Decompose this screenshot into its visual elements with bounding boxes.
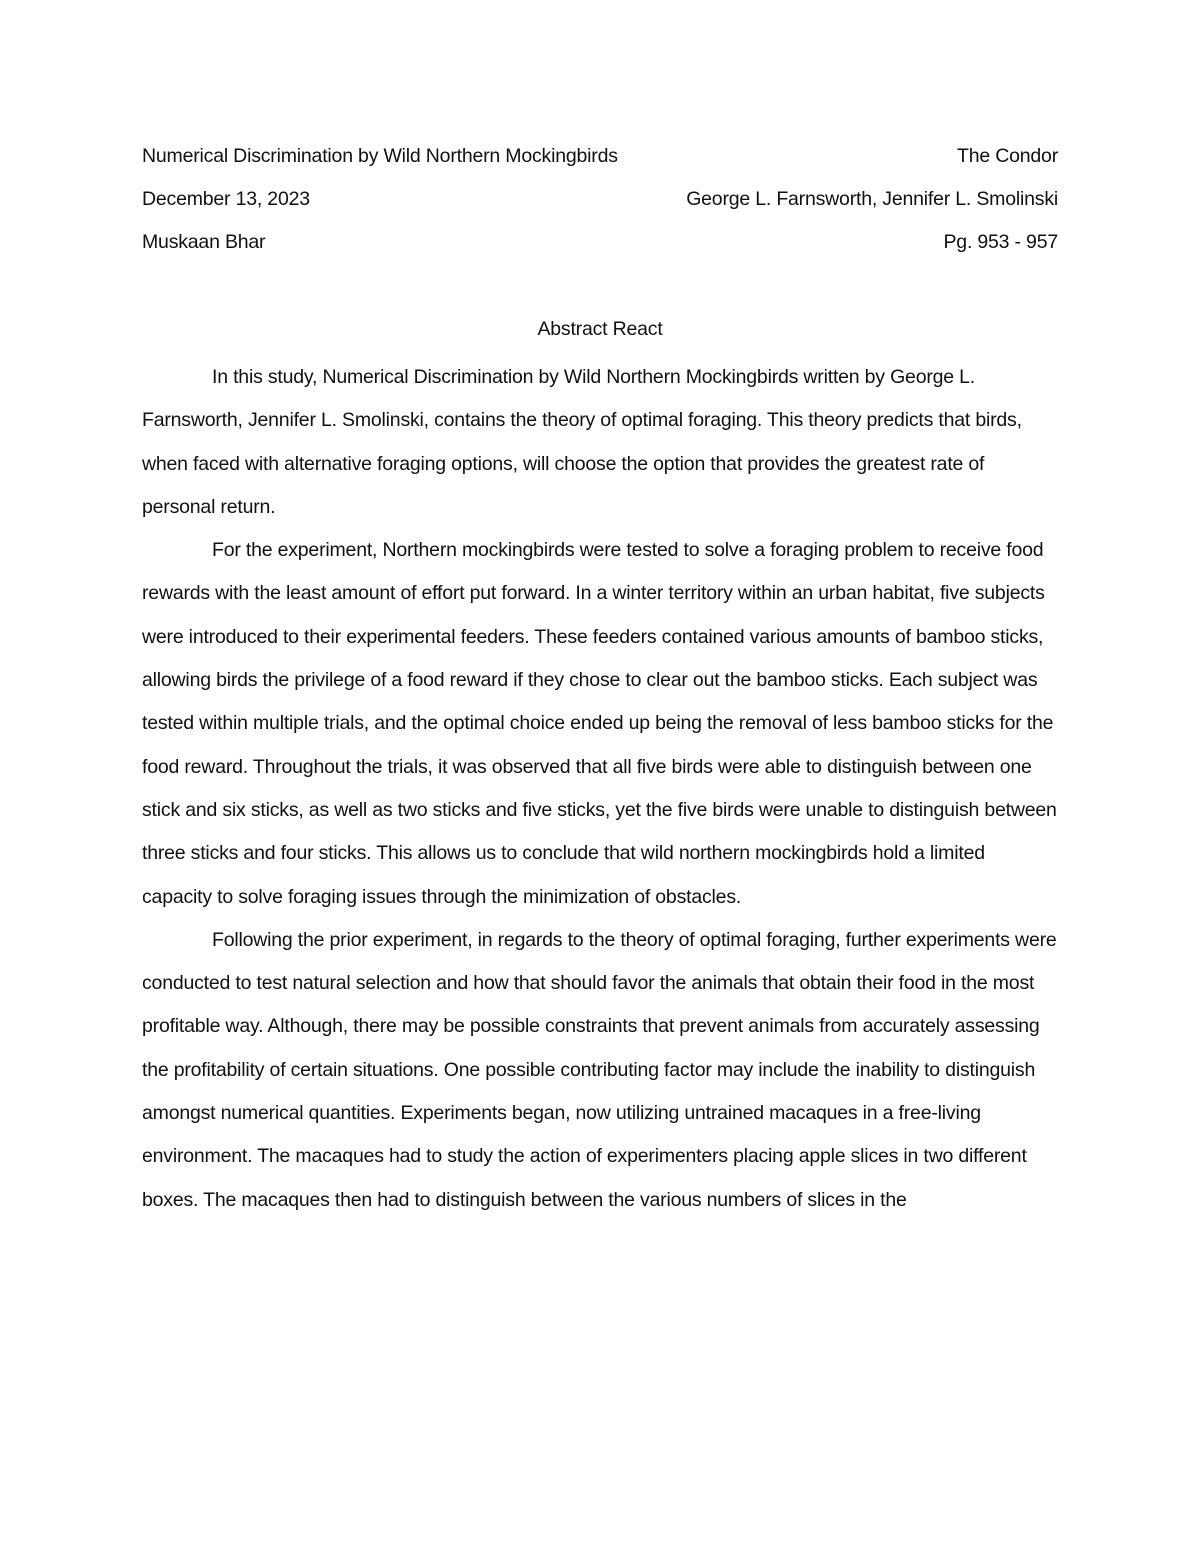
journal-name: The Condor xyxy=(957,145,1058,167)
date: December 13, 2023 xyxy=(142,188,310,210)
header-row-2 xyxy=(142,183,1058,226)
student-name: Muskaan Bhar xyxy=(142,231,266,253)
header-row-1 xyxy=(142,140,1058,183)
paragraph-1: In this study, Numerical Discrimination by Wild Northern Mockingbirds written by George L. Farnsworth, Jennifer L. Smolinski, contains the theory of optimal foraging. This theory predicts that birds, when faced with alternative foraging options, will choose the option that provides the greatest rate of personal return. xyxy=(142,366,1022,518)
page-range: Pg. 953 - 957 xyxy=(943,231,1058,253)
header-row-3 xyxy=(142,226,1058,269)
paragraph-3: Following the prior experiment, in regards to the theory of optimal foraging, further experiments were conducted to test natural selection and how that should favor the animals that obtain their food in the most profitable way. Although, there may be possible constraints that prevent animals from accurately assessing the profitability of certain situations. One possible contributing factor may include the inability to distinguish amongst numerical quantities. Experiments began, now utilizing untrained macaques in a free-living environment. The macaques had to study the action of experimenters placing apple slices in two different boxes. The macaques then had to distinguish between the various numbers of slices in the xyxy=(142,928,1057,1211)
section-title: Abstract React xyxy=(537,318,663,340)
document-content xyxy=(142,140,1058,1222)
authors: George L. Farnsworth, Jennifer L. Smolinski xyxy=(686,188,1058,210)
paragraph-2: For the experiment, Northern mockingbirds were tested to solve a foraging problem to receive food rewards with the least amount of effort put forward. In a winter territory within an urban habitat, five subjects were introduced to their experimental feeders. These feeders contained various amounts of bamboo sticks, allowing birds the privilege of a food reward if they chose to clear out the bamboo sticks. Each subject was tested within multiple trials, and the optimal choice ended up being the removal of less bamboo sticks for the food reward. Throughout the trials, it was observed that all five birds were able to distinguish between one stick and six sticks, as well as two sticks and five sticks, yet the five birds were unable to distinguish between three sticks and four sticks. This allows us to conclude that wild northern mockingbirds hold a limited capacity to solve foraging issues through the minimization of obstacles. xyxy=(142,539,1057,908)
article-title: Numerical Discrimination by Wild Northern Mockingbirds xyxy=(142,145,618,167)
